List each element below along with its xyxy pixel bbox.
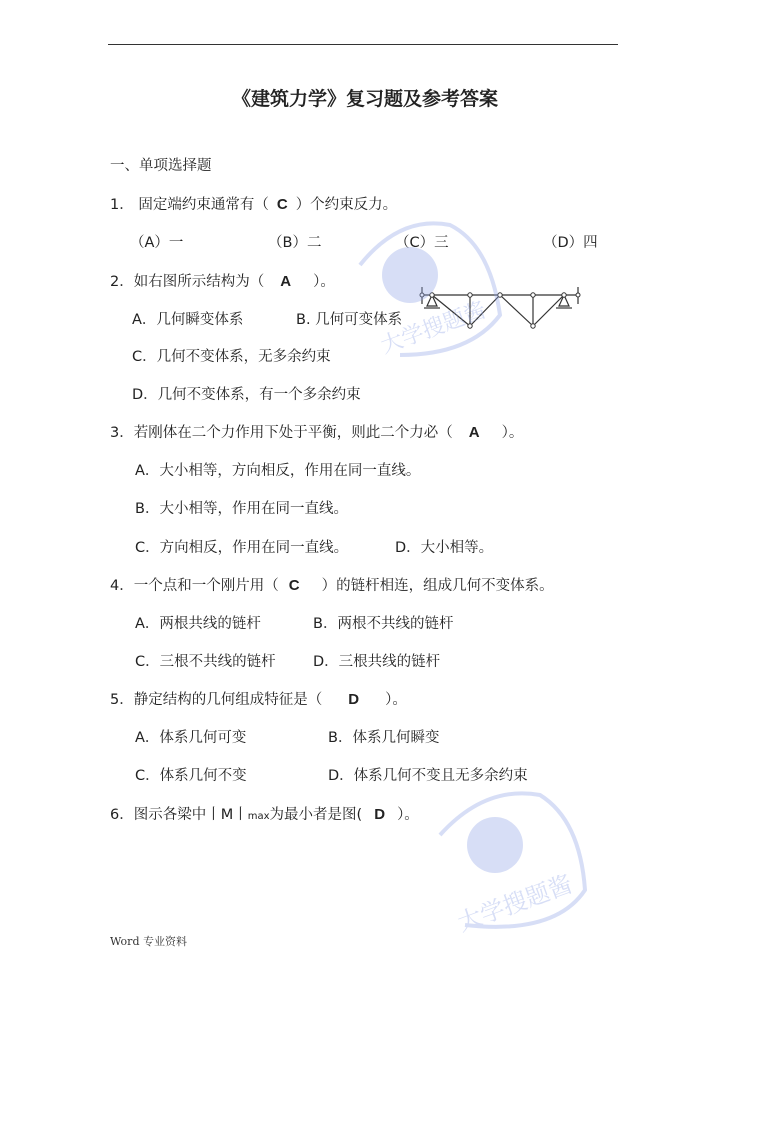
question-6: 6．图示各梁中丨M丨max为最小者是图( D ）。 bbox=[110, 806, 419, 823]
option: B. 几何可变体系 bbox=[296, 312, 403, 328]
footer-text: Word 专业资料 bbox=[110, 935, 187, 948]
option: A．体系几何可变 bbox=[135, 730, 247, 746]
answer: C bbox=[288, 577, 300, 594]
question-5: 5．静定结构的几何组成特征是（ D ）。 bbox=[110, 691, 407, 708]
option: A．两根共线的链杆 bbox=[135, 616, 261, 632]
svg-text:大学搜题酱: 大学搜题酱 bbox=[377, 297, 490, 360]
option: C．体系几何不变 bbox=[135, 768, 247, 784]
option: D．三根共线的链杆 bbox=[313, 654, 441, 670]
option: B．两根不共线的链杆 bbox=[313, 616, 454, 632]
option: （C）三 bbox=[395, 235, 449, 251]
option: C．三根不共线的链杆 bbox=[135, 654, 276, 670]
option: C．方向相反，作用在同一直线。 bbox=[135, 540, 349, 556]
question-3: 3．若刚体在二个力作用下处于平衡，则此二个力必（ A ）。 bbox=[110, 424, 524, 441]
answer: A bbox=[468, 424, 480, 441]
answer: D bbox=[348, 691, 360, 708]
watermark-logo bbox=[340, 205, 510, 365]
option: （A）一 bbox=[130, 235, 184, 251]
option: A．大小相等，方向相反，作用在同一直线。 bbox=[135, 463, 421, 479]
option: B．体系几何瞬变 bbox=[328, 730, 440, 746]
option: D．大小相等。 bbox=[395, 540, 494, 556]
answer: D bbox=[374, 806, 386, 823]
option: （B）二 bbox=[268, 235, 322, 251]
question-1: 1． 固定端约束通常有（ C ）个约束反力。 bbox=[110, 196, 398, 213]
svg-text:大学搜题酱: 大学搜题酱 bbox=[453, 869, 577, 938]
question-2: 2．如右图所示结构为（ A ）。 bbox=[110, 273, 335, 290]
watermark-logo bbox=[425, 775, 595, 945]
question-4: 4．一个点和一个刚片用（ C ）的链杆相连，组成几何不变体系。 bbox=[110, 577, 554, 594]
page-title: 《建筑力学》复习题及参考答案 bbox=[231, 88, 498, 110]
option: A．几何瞬变体系 bbox=[132, 312, 244, 328]
header-rule bbox=[108, 44, 618, 45]
answer: A bbox=[280, 273, 292, 290]
option: C．几何不变体系，无多余约束 bbox=[132, 349, 331, 365]
option: D．体系几何不变且无多余约束 bbox=[328, 768, 528, 784]
answer: C bbox=[276, 196, 288, 213]
section-heading: 一、单项选择题 bbox=[110, 158, 212, 174]
option: D．几何不变体系，有一个多余约束 bbox=[132, 387, 361, 403]
option: （D）四 bbox=[543, 235, 598, 251]
option: B．大小相等，作用在同一直线。 bbox=[135, 501, 348, 517]
